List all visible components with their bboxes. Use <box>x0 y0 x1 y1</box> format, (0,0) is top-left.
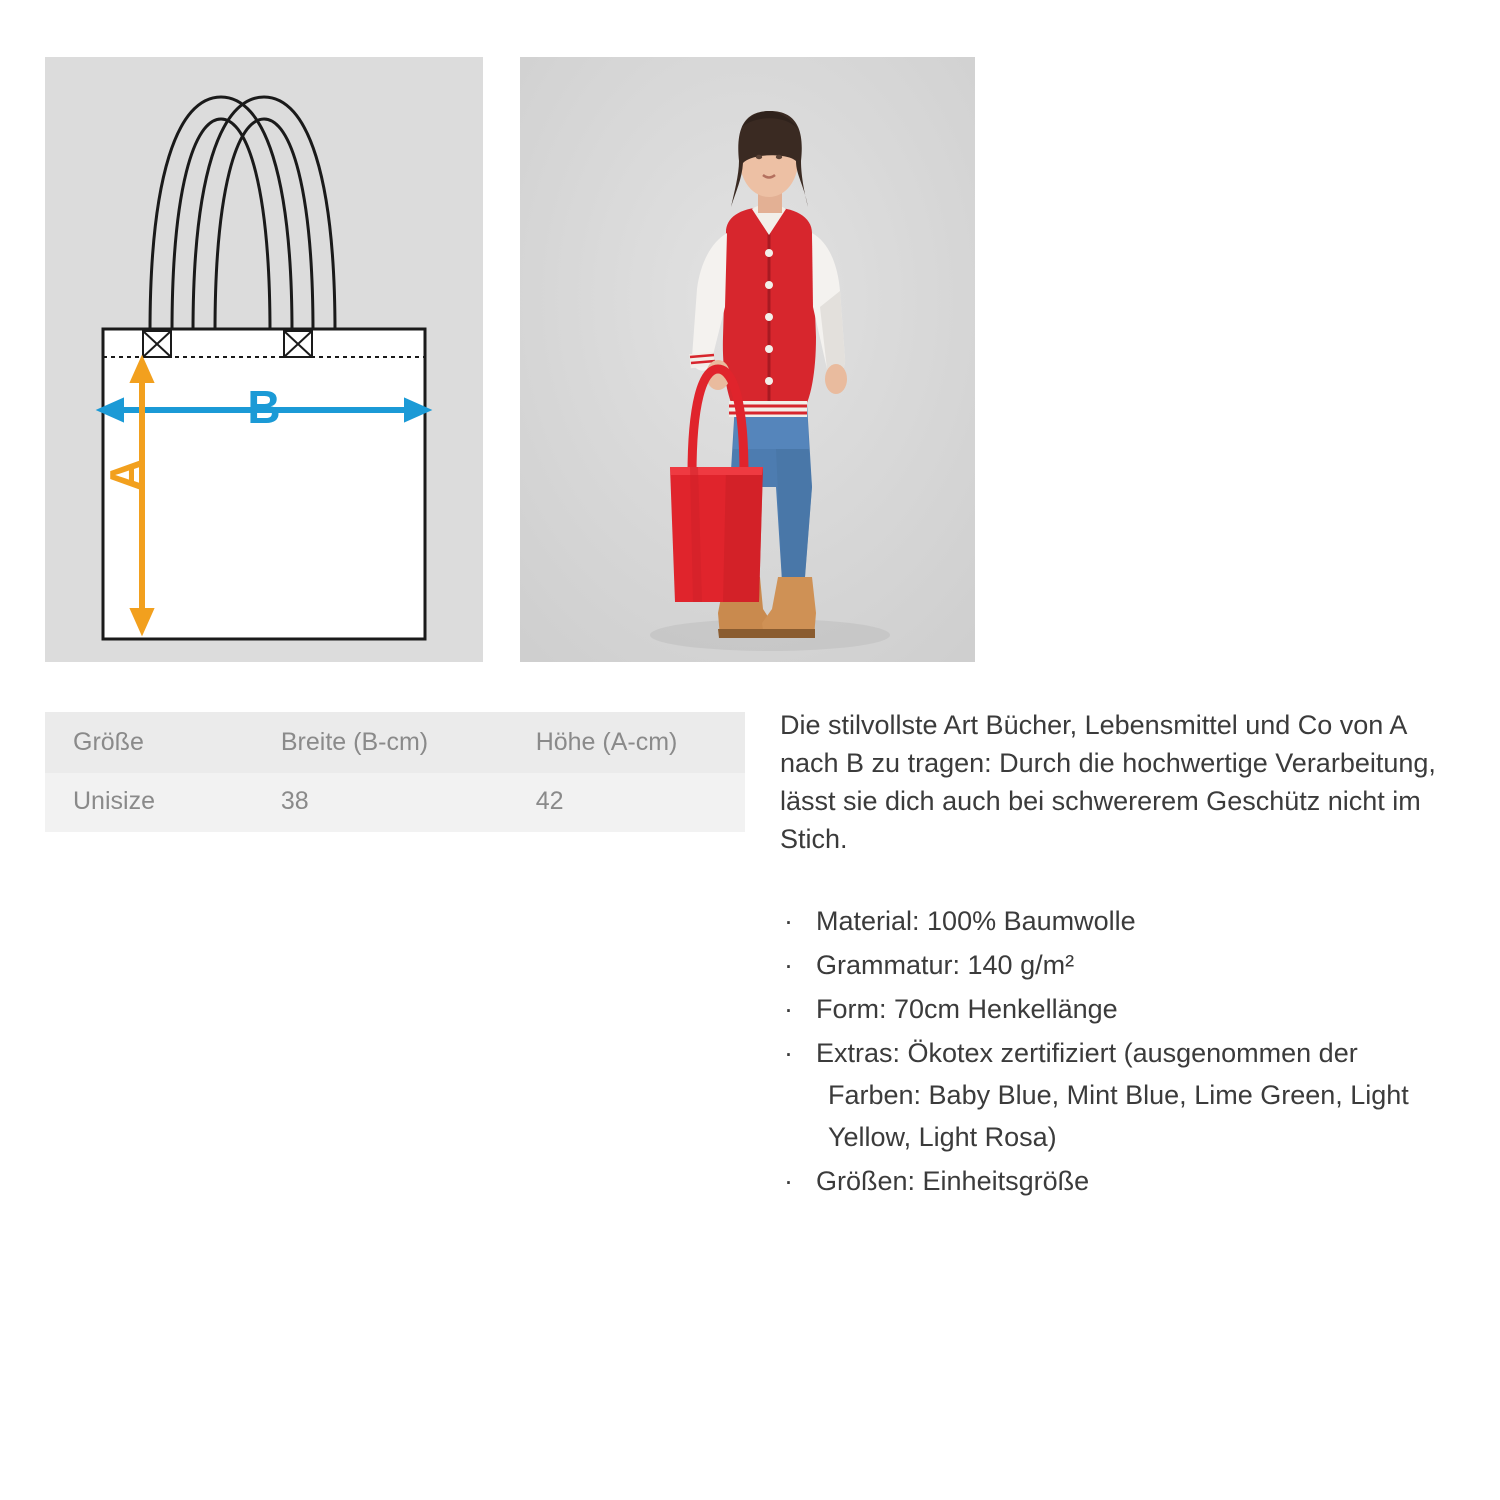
width-label: B <box>247 381 281 433</box>
list-item <box>780 944 1470 986</box>
feature-list <box>780 900 1470 1202</box>
description-paragraph: Die stilvollste Art Bücher, Lebensmittel und Co von A nach B zu tragen: Durch die hochwertige Verarbeitung, lässt sie dich auch bei schwererem Geschütz nicht im Stich. <box>780 710 1436 854</box>
feature-text: Extras: Ökotex zertifiziert (ausgenommen der <box>816 1038 1358 1068</box>
feature-text: Form: 70cm Henkellänge <box>816 994 1118 1024</box>
size-diagram-panel <box>45 57 483 662</box>
product-photo-panel <box>520 57 975 662</box>
product-description <box>780 706 1470 1204</box>
list-item <box>780 1032 1470 1158</box>
table-header-height: Höhe (A-cm) <box>508 712 745 773</box>
cell-size: Unisize <box>45 773 253 832</box>
list-item <box>780 1160 1470 1202</box>
list-item <box>780 988 1470 1030</box>
table-row <box>45 773 745 832</box>
feature-text: Größen: Einheitsgröße <box>816 1166 1090 1196</box>
height-label: A <box>100 458 152 492</box>
product-media-row <box>45 57 975 662</box>
bullet-icon: · <box>784 906 793 936</box>
cell-width: 38 <box>253 773 508 832</box>
bullet-icon: · <box>784 950 793 980</box>
feature-text: Grammatur: 140 g/m² <box>816 950 1075 980</box>
bullet-icon: · <box>784 994 793 1024</box>
table-header-row <box>45 712 745 773</box>
feature-text-continuation: Farben: Baby Blue, Mint Blue, Lime Green, Light Yellow, Light Rosa) <box>828 1080 1409 1152</box>
feature-text: Material: 100% Baumwolle <box>816 906 1136 936</box>
table-header-size: Größe <box>45 712 253 773</box>
bullet-icon: · <box>784 1038 793 1068</box>
size-table <box>45 712 745 832</box>
list-item <box>780 900 1470 942</box>
model-holding-red-tote-bag <box>520 57 975 662</box>
tote-bag-measurement-diagram <box>45 57 483 662</box>
cell-height: 42 <box>508 773 745 832</box>
bullet-icon: · <box>784 1166 793 1196</box>
table-header-width: Breite (B-cm) <box>253 712 508 773</box>
